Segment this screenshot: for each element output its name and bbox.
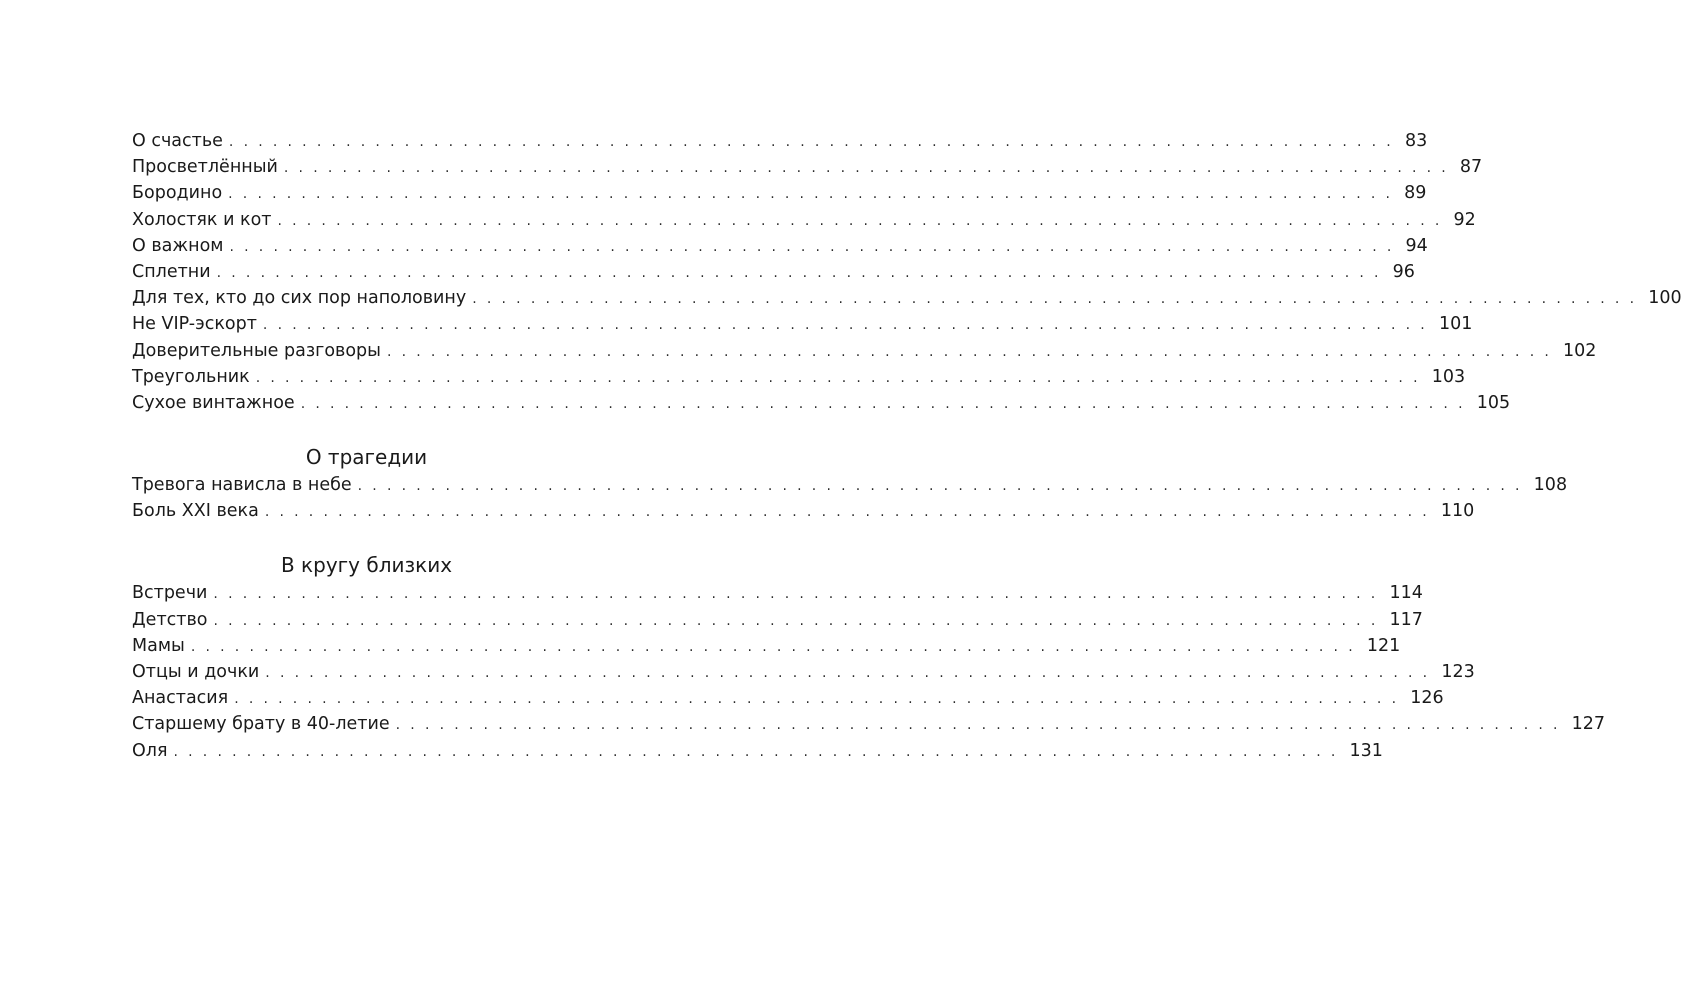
dot-leader: ................................................................................ bbox=[173, 743, 1346, 760]
toc-entry-page: 89 bbox=[1404, 183, 1427, 204]
toc-entry-title: Анастасия bbox=[132, 688, 229, 709]
toc-entry bbox=[132, 364, 1466, 390]
toc-entry-title: Просветлённый bbox=[132, 157, 278, 178]
toc-entry-title: Не VIP-эскорт bbox=[132, 314, 257, 335]
toc-entry-page: 110 bbox=[1440, 501, 1475, 522]
toc-entry-page: 121 bbox=[1366, 635, 1401, 656]
toc-entry bbox=[132, 472, 1568, 498]
toc-entry-title: Встречи bbox=[132, 583, 208, 604]
dot-leader: ................................................................................ bbox=[228, 186, 1401, 203]
toc-entry bbox=[132, 607, 1423, 633]
toc-entry-title: Боль XXI века bbox=[132, 501, 259, 522]
toc-entry-page: 101 bbox=[1438, 314, 1473, 335]
toc-entry bbox=[132, 633, 1401, 659]
dot-leader: ................................................................................ bbox=[234, 691, 1407, 708]
group-spacer bbox=[132, 416, 601, 442]
toc-entry bbox=[132, 580, 1423, 606]
toc-entry-title: Мамы bbox=[132, 635, 185, 656]
toc-entry-title: Отцы и дочки bbox=[132, 662, 260, 682]
toc-group-2 bbox=[132, 442, 1568, 524]
toc-entry-page: 96 bbox=[1392, 261, 1415, 282]
toc-entry bbox=[132, 154, 1483, 180]
toc-entry-title: Для тех, кто до сих пор наполовину bbox=[132, 288, 467, 309]
section-title: В кругу близких bbox=[280, 553, 453, 578]
table-of-contents bbox=[132, 128, 1682, 764]
toc-entry bbox=[132, 659, 1475, 685]
toc-entry bbox=[132, 338, 1597, 364]
toc-entry bbox=[132, 311, 1473, 337]
toc-entry-title: Холостяк и кот bbox=[132, 209, 272, 230]
dot-leader: ................................................................................ bbox=[262, 317, 1435, 334]
toc-entry-title: Сухое винтажное bbox=[132, 392, 295, 413]
dot-leader: ................................................................................ bbox=[190, 638, 1363, 655]
toc-group-3 bbox=[132, 550, 1606, 763]
dot-leader: ................................................................................ bbox=[255, 369, 1428, 386]
toc-entry bbox=[132, 180, 1427, 206]
dot-leader: ................................................................................ bbox=[386, 343, 1559, 360]
toc-entry bbox=[132, 207, 1476, 233]
dot-leader: ................................................................................ bbox=[357, 478, 1530, 495]
toc-entry-title: Оля bbox=[132, 740, 168, 761]
toc-entry-page: 102 bbox=[1563, 340, 1597, 361]
toc-entry-title: Треугольник bbox=[132, 366, 250, 387]
toc-entry-title: Тревога нависла в небе bbox=[132, 475, 352, 496]
toc-entry-page: 131 bbox=[1349, 740, 1383, 761]
dot-leader: ................................................................................ bbox=[213, 612, 1386, 629]
toc-entry-title: О важном bbox=[132, 235, 224, 256]
toc-entry-page: 94 bbox=[1405, 235, 1428, 256]
toc-entry-page: 108 bbox=[1533, 475, 1568, 496]
dot-leader: ................................................................................ bbox=[300, 395, 1473, 412]
toc-entry-title: Сплетни bbox=[132, 261, 211, 282]
dot-leader: ................................................................................ bbox=[264, 504, 1437, 521]
toc-group-1 bbox=[132, 128, 1682, 416]
toc-entry-page: 126 bbox=[1410, 688, 1444, 709]
toc-entry bbox=[132, 390, 1511, 416]
group-spacer bbox=[132, 524, 601, 550]
toc-entry-title: Старшему брату в 40-летие bbox=[132, 714, 390, 735]
toc-entry-title: Доверительные разговоры bbox=[132, 340, 381, 361]
toc-entry-page: 103 bbox=[1431, 366, 1466, 387]
toc-entry-title: Бородино bbox=[132, 183, 223, 204]
dot-leader: ................................................................................ bbox=[265, 665, 1438, 681]
toc-entry-page: 105 bbox=[1476, 392, 1511, 413]
dot-leader: ................................................................................ bbox=[395, 717, 1568, 734]
toc-entry-page: 100 bbox=[1648, 288, 1682, 309]
dot-leader: ................................................................................ bbox=[277, 212, 1450, 229]
toc-entry-title: О счастье bbox=[132, 131, 223, 151]
toc-entry-title: Детство bbox=[132, 609, 208, 630]
dot-leader: ................................................................................ bbox=[216, 264, 1389, 281]
toc-entry bbox=[132, 233, 1428, 259]
toc-entry bbox=[132, 259, 1415, 285]
toc-entry bbox=[132, 685, 1444, 711]
dot-leader: ................................................................................ bbox=[472, 291, 1645, 308]
toc-entry bbox=[132, 128, 1428, 154]
section-title: О трагедии bbox=[305, 445, 428, 470]
toc-entry-page: 87 bbox=[1459, 157, 1483, 178]
toc-entry bbox=[132, 285, 1682, 311]
dot-leader: ................................................................................ bbox=[213, 586, 1386, 603]
toc-entry bbox=[132, 738, 1383, 764]
toc-entry bbox=[132, 498, 1475, 524]
toc-entry-page: 127 bbox=[1571, 714, 1606, 735]
dot-leader: ................................................................................ bbox=[283, 160, 1456, 177]
toc-entry-page: 83 bbox=[1404, 131, 1428, 151]
toc-entry-page: 117 bbox=[1389, 609, 1423, 630]
toc-entry bbox=[132, 711, 1606, 737]
dot-leader: ................................................................................ bbox=[229, 238, 1402, 255]
toc-entry-page: 114 bbox=[1389, 583, 1423, 604]
toc-entry-page: 123 bbox=[1441, 662, 1475, 682]
dot-leader: ................................................................................ bbox=[228, 134, 1401, 150]
toc-entry-page: 92 bbox=[1453, 209, 1476, 230]
